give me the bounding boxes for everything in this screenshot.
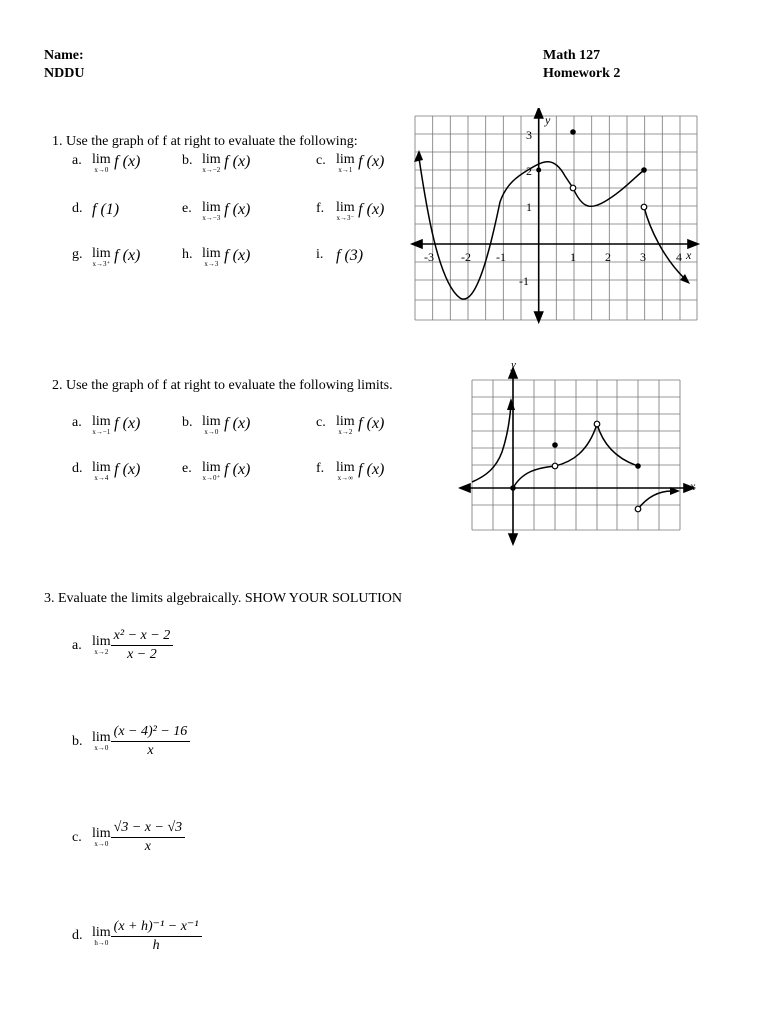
org-label: NDDU bbox=[44, 66, 85, 81]
q1-graph bbox=[410, 108, 706, 324]
name-label: Name: bbox=[44, 48, 84, 63]
q2-curve bbox=[472, 404, 672, 509]
q1-curve bbox=[419, 158, 684, 299]
q1-x-tick: 4 bbox=[676, 250, 682, 264]
q1-y-tick: 1 bbox=[526, 200, 532, 214]
q1-item-d: d. f (1) bbox=[72, 201, 120, 218]
q2-item-b: b. lim x→0 f (x) bbox=[182, 414, 251, 436]
q2-item-e: e. lim x→0⁺ f (x) bbox=[182, 460, 251, 482]
q1-point-closed bbox=[570, 129, 576, 135]
q2-point-closed bbox=[510, 485, 516, 491]
q2-point-closed bbox=[635, 463, 641, 469]
q1-x-tick: -3 bbox=[424, 250, 434, 264]
q1-point-closed bbox=[641, 167, 647, 173]
q2-graph bbox=[458, 358, 702, 548]
q1-x-axis-label: x bbox=[686, 248, 692, 262]
q1-y-tick: 2 bbox=[526, 164, 532, 178]
assignment-label: Homework 2 bbox=[543, 66, 621, 81]
q1-graph-grid bbox=[415, 116, 697, 320]
q1-x-tick: -2 bbox=[461, 250, 471, 264]
q3-prompt: 3. Evaluate the limits algebraically. SHOW YOUR SOLUTION bbox=[44, 591, 402, 606]
q2-point-open bbox=[552, 463, 558, 469]
q2-graph-grid bbox=[472, 380, 680, 530]
q1-x-tick: 3 bbox=[640, 250, 646, 264]
q1-y-axis-label: y bbox=[545, 113, 551, 127]
q2-point-open bbox=[635, 506, 641, 512]
q3-item-b: b. lim x→0 $\frac{\text{(x − 4)² − 16}}{x}$ bbox=[72, 724, 190, 759]
q3-item-d: d. lim h→0 $\frac{\text{(x + h)⁻¹ − x⁻¹}}{h}$ bbox=[72, 918, 202, 954]
q2-item-c: c. lim x→2 f (x) bbox=[316, 414, 385, 436]
q1-x-tick: 2 bbox=[605, 250, 611, 264]
q1-point-open bbox=[570, 185, 576, 191]
q1-x-tick: -1 bbox=[496, 250, 506, 264]
q1-y-tick: -1 bbox=[519, 274, 529, 288]
q1-item-h: h. lim x→3 f (x) bbox=[182, 246, 251, 268]
q2-item-d: d. lim x→4 f (x) bbox=[72, 460, 141, 482]
q2-point-open bbox=[594, 421, 600, 427]
q2-y-axis-label: y bbox=[511, 359, 516, 371]
q1-item-f: f. lim x→3⁻ f (x) bbox=[316, 200, 385, 222]
q1-item-c: c. lim x→1 f (x) bbox=[316, 152, 385, 174]
q1-item-i: i. f (3) bbox=[316, 247, 364, 264]
q2-point-closed bbox=[552, 442, 558, 448]
q1-item-b: b. lim x→−2 f (x) bbox=[182, 152, 251, 174]
course-label: Math 127 bbox=[543, 48, 601, 63]
q2-x-axis-label: x bbox=[690, 479, 696, 493]
q1-prompt: 1. Use the graph of f at right to evaluate the following: bbox=[52, 134, 358, 149]
q2-item-a: a. lim x→−1 f (x) bbox=[72, 414, 141, 436]
q1-graph-axes bbox=[412, 108, 698, 322]
q1-point-open bbox=[641, 204, 647, 210]
q1-item-a: a. lim x→0 f (x) bbox=[72, 152, 141, 174]
q2-prompt: 2. Use the graph of f at right to evaluate the following limits. bbox=[52, 378, 393, 393]
q1-item-e: e. lim x→−3 f (x) bbox=[182, 200, 251, 222]
q1-item-g: g. lim x→3⁺ f (x) bbox=[72, 246, 141, 268]
q3-item-c: c. lim x→0 $\frac{√3 - x - √3}{x}$ bbox=[72, 820, 185, 855]
q2-item-f: f. lim x→∞ f (x) bbox=[316, 460, 385, 482]
q1-point-closed bbox=[536, 168, 541, 173]
q1-y-tick: 3 bbox=[526, 128, 532, 142]
q3-item-a: a. lim x→2 $\frac{\text{x² − x − 2}}{x - 2}$ bbox=[72, 628, 173, 663]
q1-x-tick: 1 bbox=[570, 250, 576, 264]
